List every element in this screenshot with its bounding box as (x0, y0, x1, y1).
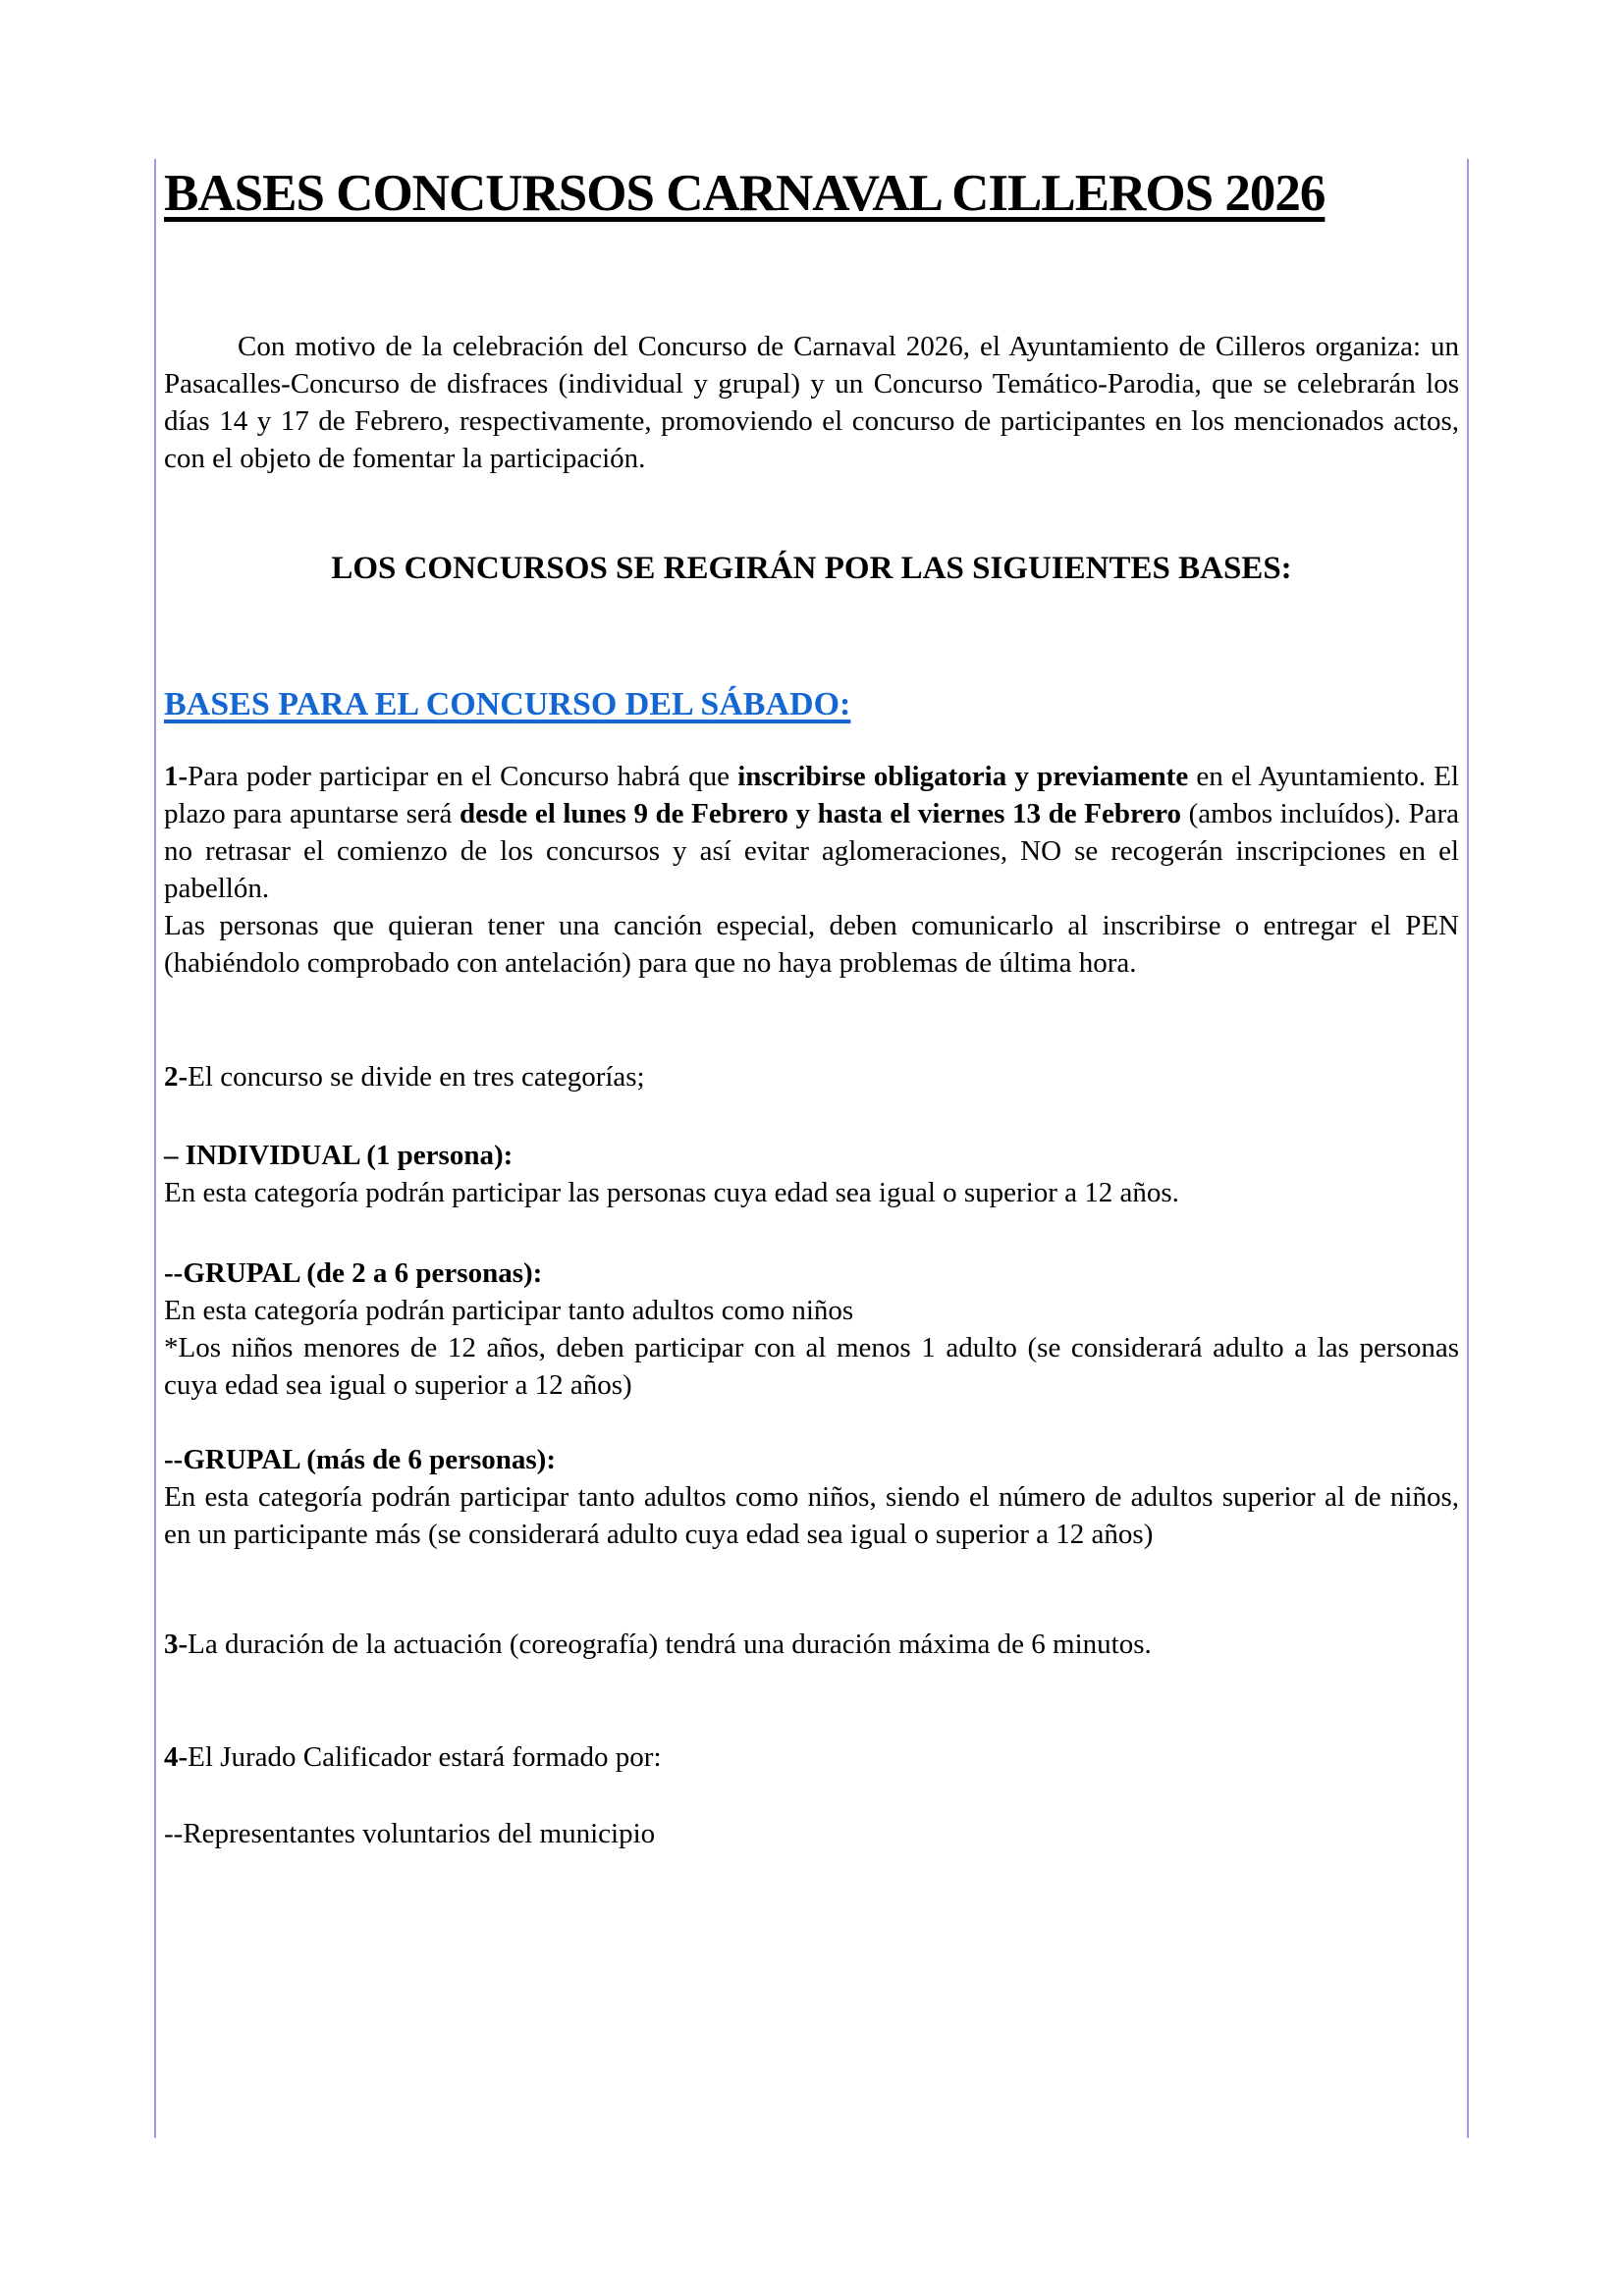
rules-heading: LOS CONCURSOS SE REGIRÁN POR LAS SIGUIENTES BASES: (331, 551, 1292, 586)
category-grupal-small-desc: En esta categoría podrán participar tanto adultos como niños (164, 1295, 854, 1326)
rule-4-item: --Representantes voluntarios del municipio (164, 1818, 656, 1849)
rule-1-number: 1- (164, 761, 189, 792)
text-frame (154, 159, 1469, 2138)
rule-2-paragraph: 2-El concurso se divide en tres categorías; (164, 1061, 645, 1093)
rule-4-number: 4- (164, 1741, 189, 1773)
rule-3-paragraph: 3-La duración de la actuación (coreografía) tendrá una duración máxima de 6 minutos. (164, 1629, 1152, 1660)
intro-paragraph: Con motivo de la celebración del Concurso de Carnaval 2026, el Ayuntamiento de Cilleros organiza: un Pasacalles-Concurso de disfraces (individual y grupal) y un Concurso Temático-Parodia, que se celebrarán los días 14 y 17 de Febrero, respectivamente, promoviendo el concurso de participantes en los mencionados actos, con el objeto de fomentar la participación. (164, 331, 1459, 474)
rule-1-paragraph: 1-Para poder participar en el Concurso habrá que inscribirse obligatoria y previamente en el Ayuntamiento. El plazo para apuntarse será desde el lunes 9 de Febrero y hasta el viernes 13 de Febrero (ambos incluídos). Para no retrasar el comienzo de los concursos y así evitar aglomeraciones, NO se recogerán inscripciones en el pabellón. (164, 761, 1459, 904)
category-grupal-big-desc: En esta categoría podrán participar tanto adultos como niños, siendo el número de adultos superior al de niños, en un participante más (se considerará adulto cuya edad sea igual o superior a 12 años) (164, 1481, 1459, 1550)
category-grupal-big-label: --GRUPAL (más de 6 personas): (164, 1444, 556, 1475)
category-grupal-small-note: *Los niños menores de 12 años, deben participar con al menos 1 adulto (se considerará adulto a las personas cuya edad sea igual o superior a 12 años) (164, 1332, 1459, 1401)
rule-2-number: 2- (164, 1061, 189, 1093)
rule-1b-paragraph: Las personas que quieran tener una canción especial, deben comunicarlo al inscribirse o entregar el PEN (habiéndolo comprobado con antelación) para que no haya problemas de última hora. (164, 910, 1459, 979)
document-title: BASES CONCURSOS CARNAVAL CILLEROS 2026 (164, 165, 1326, 222)
category-individual-desc: En esta categoría podrán participar las personas cuya edad sea igual o superior a 12 años. (164, 1177, 1179, 1208)
category-grupal-small-label: --GRUPAL (de 2 a 6 personas): (164, 1257, 543, 1289)
rule-4-paragraph: 4-El Jurado Calificador estará formado por: (164, 1741, 662, 1773)
category-individual-label: – INDIVIDUAL (1 persona): (164, 1140, 514, 1171)
saturday-heading: BASES PARA EL CONCURSO DEL SÁBADO: (164, 686, 851, 722)
rule-3-number: 3- (164, 1629, 189, 1660)
